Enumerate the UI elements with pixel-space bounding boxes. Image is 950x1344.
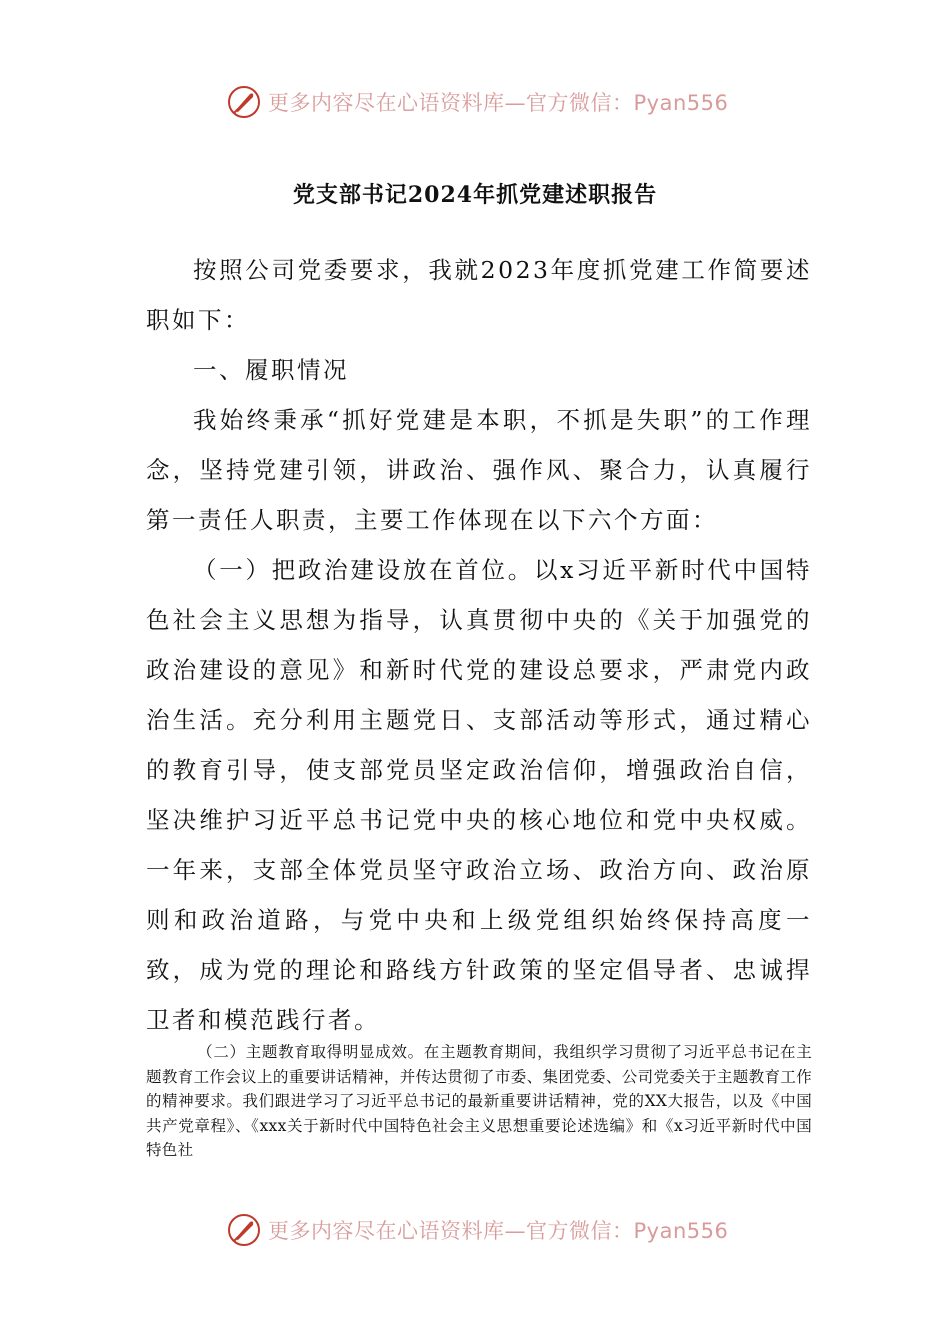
watermark-text: 更多内容尽在心语资料库—官方微信：Pyan556 (268, 1219, 729, 1243)
paragraph-overview: 我始终秉承“抓好党建是本职，不抓是失职”的工作理念，坚持党建引领，讲政治、强作风、聚合力，认真履行第一责任人职责，主要工作体现在以下六个方面： (146, 406, 812, 534)
watermark-text: 更多内容尽在心语资料库—官方微信：Pyan556 (268, 91, 729, 115)
watermark-header (226, 82, 728, 122)
document-body-small (146, 1040, 812, 1163)
section-heading: 一、履职情况 (193, 356, 349, 384)
quill-logo-icon (226, 1212, 262, 1248)
document-title: 党支部书记2024年抓党建述职报告 (292, 182, 658, 208)
paragraph-theme-education: （二）主题教育取得明显成效。在主题教育期间，我组织学习贯彻了习近平总书记在主题教育工作会议上的重要讲话精神，并传达贯彻了市委、集团党委、公司党委关于主题教育工作的精神要求。我们跟进学习了习近平总书记的最新重要讲话精神，党的XX大报告，以及《中国共产党章程》、《xxx关于新时代中国特色社会主义思想重要论述选编》和《x习近平新时代中国特色社 (146, 1043, 812, 1159)
document-body (146, 245, 812, 1045)
paragraph-political-building: （一）把政治建设放在首位。以x习近平新时代中国特色社会主义思想为指导，认真贯彻中央的《关于加强党的政治建设的意见》和新时代党的建设总要求，严肃党内政治生活。充分利用主题党日、支部活动等形式，通过精心的教育引导，使支部党员坚定政治信仰，增强政治自信，坚决维护习近平总书记党中央的核心地位和党中央权威。一年来，支部全体党员坚守政治立场、政治方向、政治原则和政治道路，与党中央和上级党组织始终保持高度一致，成为党的理论和路线方针政策的坚定倡导者、忠诚捍卫者和模范践行者。 (146, 556, 812, 1034)
watermark-footer (226, 1210, 728, 1250)
paragraph-intro: 按照公司党委要求，我就2023年度抓党建工作简要述职如下： (146, 256, 812, 334)
quill-logo-icon (226, 84, 262, 120)
